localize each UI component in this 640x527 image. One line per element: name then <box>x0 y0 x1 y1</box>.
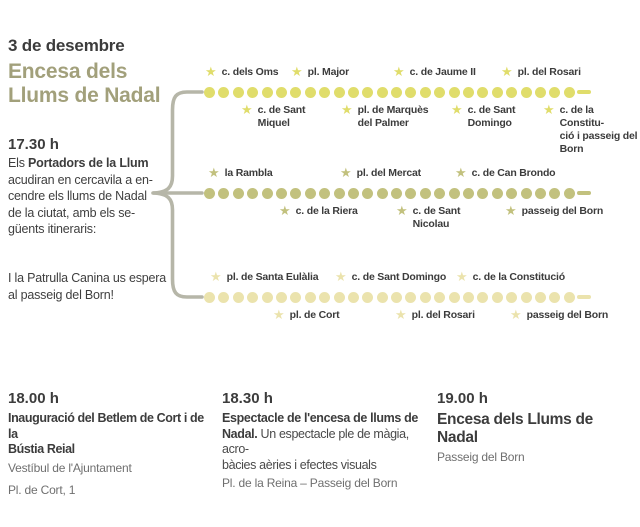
route-stop <box>291 66 349 79</box>
route-dot <box>233 292 244 303</box>
event-description-lead: Espectacle de l'encesa de llums de Nadal. <box>222 411 419 441</box>
intro-paragraph <box>8 155 178 238</box>
stop-label: pl. de Cort <box>289 309 340 321</box>
route-dot <box>334 292 345 303</box>
route-dot <box>362 188 373 199</box>
date-heading: 3 de desembre <box>8 36 125 55</box>
stop-label: pl. de Marquès del Palmer <box>357 104 429 129</box>
stop-label: c. de Sant Miquel <box>257 104 306 129</box>
route-dot <box>290 292 301 303</box>
event-description <box>222 411 430 473</box>
route-stop <box>341 104 428 130</box>
stop-label: pl. de Santa Eulàlia <box>226 271 319 283</box>
route-dot <box>348 188 359 199</box>
route-dot <box>334 188 345 199</box>
route-stop <box>396 205 460 231</box>
route-stop <box>456 271 565 284</box>
intro-time: 17.30 h <box>8 136 59 153</box>
itinerary-3-dots <box>204 292 578 303</box>
stop-label: c. de la Constitu- ció i passeig del Born <box>559 104 638 155</box>
route-dot <box>463 188 474 199</box>
route-dot <box>218 292 229 303</box>
event-venue: Vestíbul de l'Ajuntament <box>8 460 132 475</box>
event-time: 18.30 h <box>222 390 273 407</box>
event-time: 18.00 h <box>8 390 59 407</box>
event-time: 19.00 h <box>437 390 488 407</box>
event-title: Encesa dels Llums de Nadal <box>437 411 593 446</box>
route-dot <box>362 87 373 98</box>
star-icon: ★ <box>340 165 352 180</box>
route-dot <box>564 292 575 303</box>
page-title: Encesa dels Llums de Nadal <box>8 60 161 107</box>
route-dot <box>276 87 287 98</box>
route-dot <box>247 188 258 199</box>
route-dot <box>506 188 517 199</box>
route-dot <box>204 188 215 199</box>
portadors-name: Portadors de la Llum <box>28 156 149 170</box>
route-dot <box>233 188 244 199</box>
stop-label: c. de Sant Domingo <box>351 271 447 283</box>
route-dot <box>348 292 359 303</box>
stop-label: c. dels Oms <box>221 66 279 78</box>
route-dot <box>564 188 575 199</box>
route-dot <box>290 87 301 98</box>
event-description-rest: Un espectacle ple de màgia, acro- bàcies aèries i efectes visuals <box>222 426 409 472</box>
route-dot <box>204 87 215 98</box>
star-icon: ★ <box>396 203 408 218</box>
route-dot <box>391 87 402 98</box>
route-dot <box>535 87 546 98</box>
route-dot <box>276 188 287 199</box>
star-icon: ★ <box>205 64 217 79</box>
stop-label: c. de Sant Nicolau <box>412 205 461 230</box>
route-dot <box>262 292 273 303</box>
route-dot <box>463 87 474 98</box>
stop-label: c. de la Constitució <box>472 271 565 283</box>
star-icon: ★ <box>505 203 517 218</box>
route-dot <box>233 87 244 98</box>
route-stop <box>455 167 555 180</box>
route-dot <box>564 87 575 98</box>
route-dot <box>492 188 503 199</box>
route-dot <box>305 292 316 303</box>
route-stop <box>279 205 358 218</box>
route-stop <box>451 104 515 130</box>
event-title: Inauguració del Betlem de Cort i de la Bústia Reial <box>8 411 204 456</box>
stop-label: pl. Major <box>307 66 350 78</box>
star-icon: ★ <box>455 165 467 180</box>
star-icon: ★ <box>208 165 220 180</box>
star-icon: ★ <box>291 64 303 79</box>
route-dot <box>506 292 517 303</box>
route-stop <box>241 104 305 130</box>
route-dot <box>405 292 416 303</box>
route-dot <box>319 292 330 303</box>
route-dot <box>334 87 345 98</box>
star-icon: ★ <box>456 269 468 284</box>
route-stop <box>501 66 581 79</box>
route-dot <box>549 87 560 98</box>
route-dot <box>405 188 416 199</box>
route-dot <box>434 188 445 199</box>
route-stop <box>210 271 318 284</box>
route-dot <box>319 87 330 98</box>
route-dot <box>506 87 517 98</box>
route-dot <box>319 188 330 199</box>
route-dot <box>535 188 546 199</box>
itinerary-1-dots <box>204 87 578 98</box>
event-card <box>437 390 637 464</box>
route-stop <box>395 309 475 322</box>
route-dot <box>405 87 416 98</box>
route-stop <box>208 167 272 180</box>
event-address: Pl. de Cort, 1 <box>8 482 76 497</box>
header <box>8 36 160 108</box>
route-dot <box>477 87 488 98</box>
route-dot <box>521 292 532 303</box>
stop-label: passeig del Born <box>526 309 609 321</box>
route-dot <box>377 188 388 199</box>
route-dot <box>247 292 258 303</box>
route-dot <box>521 188 532 199</box>
route-dot <box>305 87 316 98</box>
route-dot <box>549 292 560 303</box>
star-icon: ★ <box>273 307 285 322</box>
route-dot <box>391 292 402 303</box>
event-venue: Pl. de la Reina – Passeig del Born <box>222 476 398 490</box>
stop-label: c. de Can Brondo <box>471 167 556 179</box>
intro-lead-prefix: Els <box>8 156 29 170</box>
route-stop <box>205 66 278 79</box>
route-dot <box>290 188 301 199</box>
route-stop <box>273 309 339 322</box>
stop-label: c. de Sant Domingo <box>467 104 516 129</box>
stop-label: c. de Jaume II <box>409 66 476 78</box>
route-dot <box>449 87 460 98</box>
route-dot <box>420 292 431 303</box>
star-icon: ★ <box>210 269 222 284</box>
route-dot <box>362 292 373 303</box>
route-stop <box>543 104 640 156</box>
patrulla-note: I la Patrulla Canina us espera al passeig del Born! <box>8 271 166 302</box>
star-icon: ★ <box>393 64 405 79</box>
route-dot <box>449 292 460 303</box>
route-dot <box>434 292 445 303</box>
route-dot <box>420 188 431 199</box>
route-stop <box>505 205 603 218</box>
route-stop <box>340 167 421 180</box>
route-stop <box>393 66 476 79</box>
route-dot <box>477 188 488 199</box>
star-icon: ★ <box>501 64 513 79</box>
star-icon: ★ <box>451 102 463 117</box>
itinerary-2-dots <box>204 188 578 199</box>
route-dot <box>434 87 445 98</box>
stop-label: la Rambla <box>224 167 273 179</box>
itinerary-1-end-dash <box>577 90 591 94</box>
route-dot <box>204 292 215 303</box>
star-icon: ★ <box>341 102 353 117</box>
star-icon: ★ <box>241 102 253 117</box>
route-dot <box>477 292 488 303</box>
event-venue: Passeig del Born <box>437 450 525 464</box>
route-dot <box>377 87 388 98</box>
route-dot <box>305 188 316 199</box>
route-dot <box>391 188 402 199</box>
itinerary-3-end-dash <box>577 295 591 299</box>
stop-label: passeig del Born <box>521 205 604 217</box>
route-dot <box>262 188 273 199</box>
route-dot <box>377 292 388 303</box>
star-icon: ★ <box>335 269 347 284</box>
star-icon: ★ <box>395 307 407 322</box>
route-dot <box>492 87 503 98</box>
route-dot <box>535 292 546 303</box>
stop-label: pl. del Rosari <box>411 309 475 321</box>
star-icon: ★ <box>543 102 555 117</box>
event-card <box>222 390 430 490</box>
itinerary-2-end-dash <box>577 191 591 195</box>
stop-label: c. de la Riera <box>295 205 358 217</box>
route-dot <box>247 87 258 98</box>
route-dot <box>262 87 273 98</box>
route-stop <box>335 271 446 284</box>
stop-label: pl. del Mercat <box>356 167 421 179</box>
route-dot <box>218 188 229 199</box>
route-dot <box>492 292 503 303</box>
event-card <box>8 390 213 497</box>
intro-lead-rest: acudiran en cercavila a en- cendre els llums de Nadal de la ciutat, amb els se- güents itineraris: <box>8 172 153 236</box>
route-dot <box>463 292 474 303</box>
route-dot <box>449 188 460 199</box>
route-dot <box>521 87 532 98</box>
route-dot <box>348 87 359 98</box>
route-dot <box>276 292 287 303</box>
star-icon: ★ <box>279 203 291 218</box>
route-dot <box>549 188 560 199</box>
stop-label: pl. del Rosari <box>517 66 581 78</box>
star-icon: ★ <box>510 307 522 322</box>
route-stop <box>510 309 608 322</box>
route-dot <box>420 87 431 98</box>
route-dot <box>218 87 229 98</box>
